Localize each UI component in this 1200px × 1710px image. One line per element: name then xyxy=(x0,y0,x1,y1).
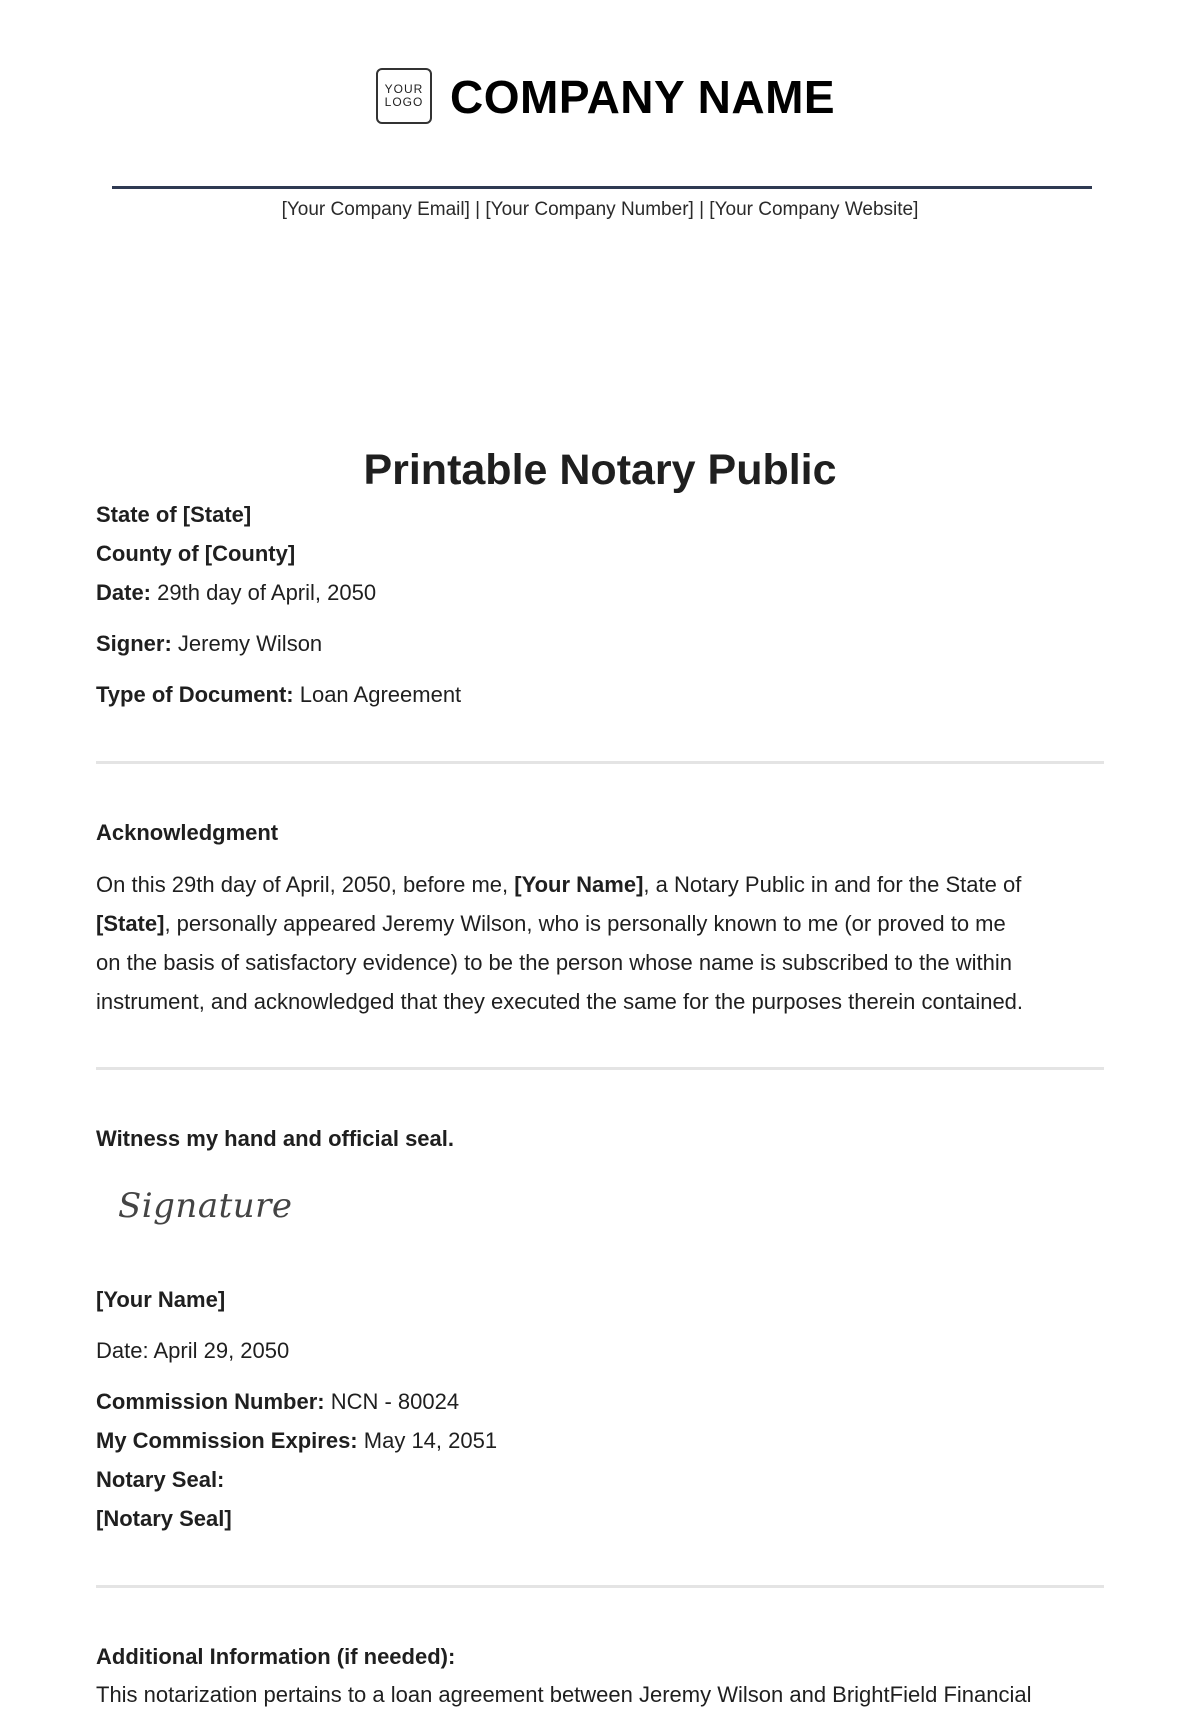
witness-heading xyxy=(96,1124,454,1154)
notary-date: Date: April 29, 2050 xyxy=(96,1338,290,1363)
notary-seal-label-line xyxy=(96,1465,224,1495)
document-header xyxy=(0,0,1200,230)
commission-expires-value: May 14, 2051 xyxy=(363,1428,498,1453)
commission-number-line xyxy=(96,1387,459,1417)
ack-your-name: [Your Name] xyxy=(514,872,644,897)
date-line xyxy=(96,578,376,608)
acknowledgment-heading-text: Acknowledgment xyxy=(96,820,279,845)
notary-seal-value-line xyxy=(96,1504,232,1534)
signer-line xyxy=(96,629,322,659)
logo-text-line2: LOGO xyxy=(384,95,424,109)
header-divider xyxy=(112,186,1092,189)
company-contact-line: [Your Company Email] | [Your Company Number] | [Your Company Website] xyxy=(281,199,919,220)
company-name: COMPANY NAME xyxy=(450,71,836,123)
ack-state: [State] xyxy=(96,911,165,936)
acknowledgment-heading xyxy=(96,818,278,848)
additional-info-heading xyxy=(96,1642,455,1672)
state-line xyxy=(96,500,251,530)
notary-seal-value: [Notary Seal] xyxy=(96,1506,232,1531)
additional-info-text: This notarization pertains to a loan agreement between Jeremy Wilson and BrightField Financial xyxy=(96,1682,1032,1707)
document-type-value: Loan Agreement xyxy=(299,682,462,707)
commission-number-value: NCN - 80024 xyxy=(330,1389,460,1414)
witness-heading-text: Witness my hand and official seal. xyxy=(96,1126,455,1151)
ack-text-5: instrument, and acknowledged that they executed the same for the purposes therein contained. xyxy=(96,989,1024,1014)
ack-text-4: on the basis of satisfactory evidence) to be the person whose name is subscribed to the within xyxy=(96,950,1012,975)
signer-label: Signer: xyxy=(96,631,172,656)
signature-image: Signature xyxy=(118,1186,293,1226)
ack-text-2: , a Notary Public in and for the State of xyxy=(643,872,1022,897)
county-text: County of [County] xyxy=(96,541,296,566)
date-label: Date: xyxy=(96,580,152,605)
date-value: 29th day of April, 2050 xyxy=(157,580,377,605)
state-text: State of [State] xyxy=(96,502,252,527)
acknowledgment-paragraph xyxy=(96,865,1106,1021)
section-divider xyxy=(96,1585,1104,1588)
document-type-label: Type of Document: xyxy=(96,682,294,707)
page-title: Printable Notary Public xyxy=(363,446,837,494)
notary-date-line xyxy=(96,1336,289,1366)
additional-info-heading-text: Additional Information (if needed): xyxy=(96,1644,456,1669)
section-divider xyxy=(96,761,1104,764)
logo-placeholder xyxy=(376,68,432,124)
notary-seal-label: Notary Seal: xyxy=(96,1467,225,1492)
commission-number-label: Commission Number: xyxy=(96,1389,325,1414)
commission-expires-line xyxy=(96,1426,497,1456)
document-type-line xyxy=(96,680,461,710)
commission-expires-label: My Commission Expires: xyxy=(96,1428,358,1453)
section-divider xyxy=(96,1067,1104,1070)
ack-text-1: On this 29th day of April, 2050, before me, xyxy=(96,872,515,897)
county-line xyxy=(96,539,295,569)
notary-name: [Your Name] xyxy=(96,1287,226,1312)
logo-text-line1: YOUR xyxy=(384,82,424,96)
notary-name-line xyxy=(96,1285,225,1315)
ack-text-3: , personally appeared Jeremy Wilson, who is personally known to me (or proved to me xyxy=(164,911,1006,936)
signer-value: Jeremy Wilson xyxy=(177,631,323,656)
